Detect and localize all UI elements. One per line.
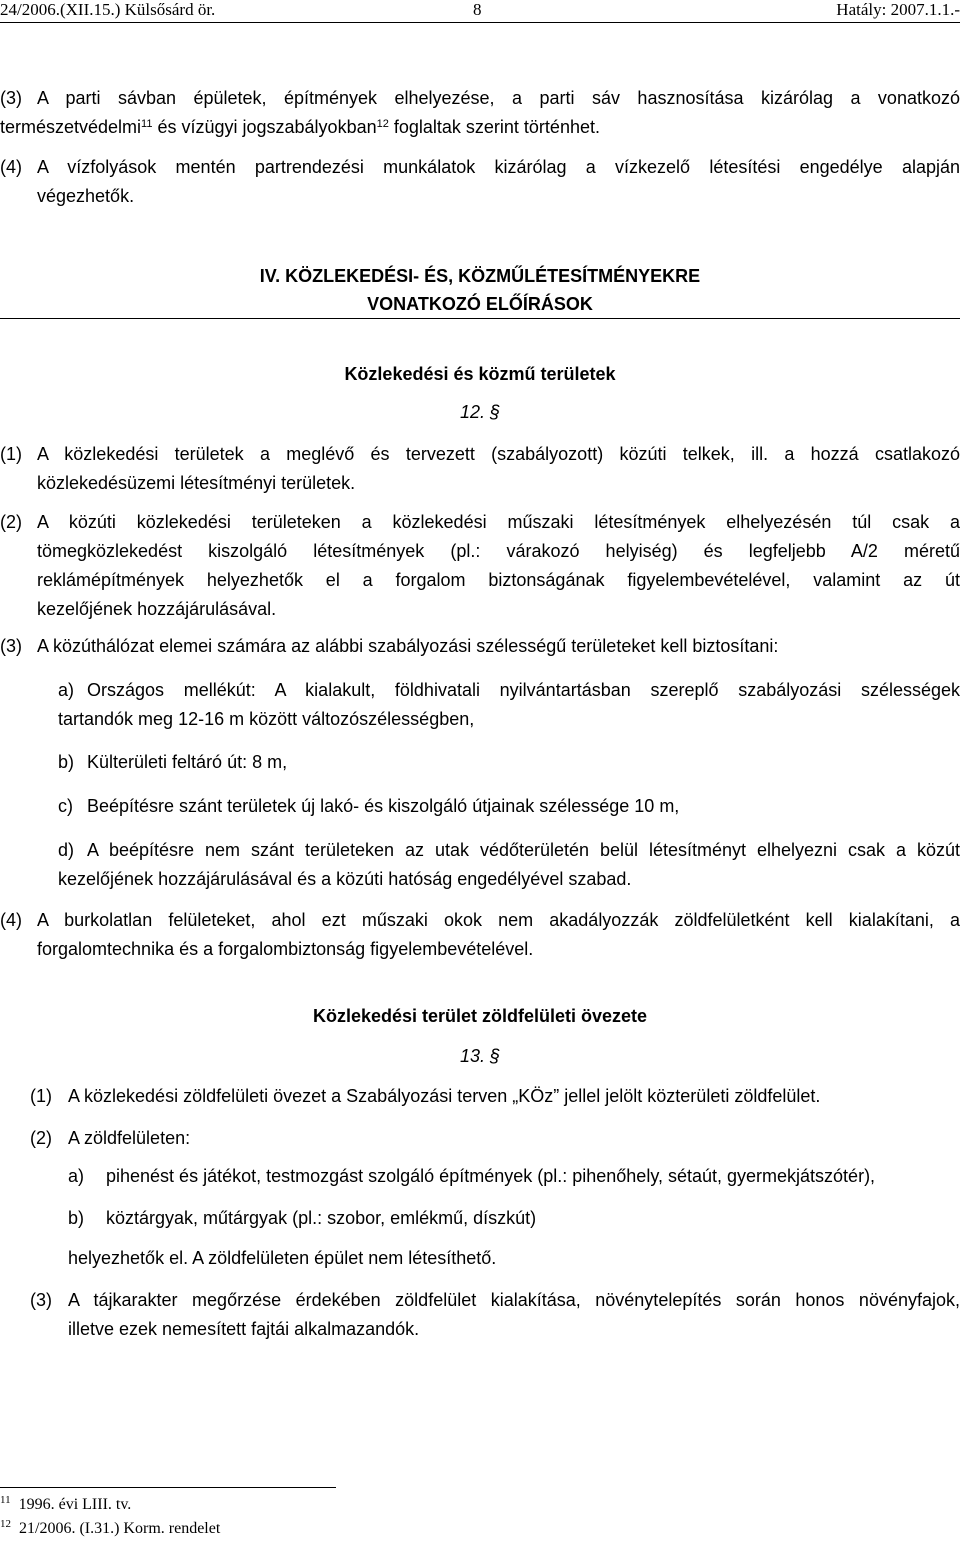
paragraph-line: végezhetők. <box>37 186 135 206</box>
paragraph-line: A tájkarakter megőrzése érdekében zöldfelület kialakítása, növénytelepítés során honos növényfajok, <box>68 1290 960 1310</box>
list-item-letter: b) <box>68 1208 85 1228</box>
paragraph-line: reklámépítmények helyezhetők el a forgalom biztonságának figyelembevételével, valamint az út <box>37 570 960 590</box>
list-item-line: pihenést és játékot, testmozgást szolgáló építmények (pl.: pihenőhely, sétaút, gyermekjátszótér), <box>106 1166 876 1186</box>
paragraph-line: A közúthálózat elemei számára az alábbi szabályozási szélességű területeket kell biztosítani: <box>37 636 779 656</box>
header-effective-date: Hatály: 2007.1.1.- <box>836 0 960 19</box>
paragraph-line: A burkolatlan felületeket, ahol ezt műszaki okok nem akadályozzák zöldfelületként kell kialakítani, a <box>37 910 960 930</box>
list-item-c <box>58 792 960 822</box>
footnote-mark: 12 <box>0 1518 11 1530</box>
paragraph-number: (1) <box>0 444 22 464</box>
footnote-12 <box>0 1520 220 1538</box>
list-item-line: köztárgyak, műtárgyak (pl.: szobor, emlékmű, díszkút) <box>106 1208 537 1228</box>
paragraph-line: közlekedésüzemi létesítményi területek. <box>37 473 356 493</box>
list-item-line: A beépítésre nem szánt területeken az utak védőterületén belül létesítményt elhelyezni csak a közút <box>87 840 960 860</box>
list-item-a <box>68 1162 960 1192</box>
chapter-heading-line: VONATKOZÓ ELŐÍRÁSOK <box>367 294 593 314</box>
paragraph-number: (1) <box>30 1086 52 1106</box>
paragraph-line: A közlekedési zöldfelületi övezet a Szabályozási terven „KÖz” jellel jelölt közterületi zöldfelület. <box>68 1086 821 1106</box>
list-item-letter: a) <box>68 1166 85 1186</box>
list-item-line: Országos mellékút: A kialakult, földhivatali nyilvántartásban szereplő szabályozási szélességek <box>87 680 960 700</box>
page-header <box>0 0 960 23</box>
paragraph-line: A közúti közlekedési területeken a közlekedési műszaki létesítmények elhelyezésén túl csak a <box>37 512 960 532</box>
list-item-a <box>58 676 960 734</box>
list-item-letter: d) <box>58 840 75 860</box>
paragraph-number: (3) <box>0 88 22 108</box>
paragraph-3-riverbank <box>0 84 960 142</box>
paragraph-closing <box>68 1244 960 1274</box>
paragraph-number: (3) <box>30 1290 52 1310</box>
section-13-paragraph-1 <box>0 1082 960 1112</box>
section-13-number: 13. § <box>459 1046 501 1066</box>
paragraph-line: A közlekedési területek a meglévő és tervezett (szabályozott) közúti telkek, ill. a hozzá csatlakozó <box>37 444 960 464</box>
list-item-b <box>68 1204 960 1234</box>
list-item-letter: a) <box>58 680 75 700</box>
footnote-mark: 11 <box>0 1494 11 1506</box>
section-12-paragraph-1 <box>0 440 960 498</box>
list-item-b <box>58 748 960 778</box>
paragraph-number: (2) <box>30 1128 52 1148</box>
list-item-d <box>58 836 960 894</box>
paragraph-4-watercourses <box>0 153 960 211</box>
paragraph-line: illetve ezek nemesített fajtái alkalmazandók. <box>68 1319 420 1339</box>
footnote-ref-11[interactable]: 11 <box>141 118 153 130</box>
paragraph-line: A parti sávban épületek, építmények elhelyezése, a parti sáv hasznosítása kizárólag a vonatkozó <box>37 88 960 108</box>
list-item-line: Beépítésre szánt területek új lakó- és kiszolgáló útjainak szélessége 10 m, <box>87 796 680 816</box>
section-13-paragraph-2 <box>0 1124 960 1154</box>
section-12-title: Közlekedési és közmű területek <box>344 364 616 384</box>
section-12-paragraph-4 <box>0 906 960 964</box>
list-item-line: tartandók meg 12-16 m között változószélességben, <box>58 709 475 729</box>
paragraph-number: (4) <box>0 910 22 930</box>
paragraph-number: (3) <box>0 636 22 656</box>
list-item-line: Külterületi feltáró út: 8 m, <box>87 752 288 772</box>
footnote-11 <box>0 1496 131 1514</box>
chapter-heading-rule <box>0 318 960 319</box>
chapter-heading-line: IV. KÖZLEKEDÉSI- ÉS, KÖZMŰLÉTESÍTMÉNYEKRE <box>259 266 701 286</box>
paragraph-line: A vízfolyások mentén partrendezési munkálatok kizárólag a vízkezelő létesítési engedélye alapján <box>37 157 960 177</box>
paragraph-line: természetvédelmi$^{11}$ és vízügyi jogszabályokban$^{12}$ foglaltak szerint történhet. <box>0 117 600 137</box>
paragraph-line: kezelőjének hozzájárulásával. <box>37 599 277 619</box>
footnote-text: 1996. évi LIII. tv. <box>18 1496 132 1513</box>
paragraph-number: (2) <box>0 512 22 532</box>
section-12-number: 12. § <box>459 402 501 422</box>
list-item-letter: c) <box>58 796 73 816</box>
paragraph-line: helyezhetők el. A zöldfelületen épület nem létesíthető. <box>68 1248 497 1268</box>
section-13-paragraph-3 <box>0 1286 960 1344</box>
section-12-paragraph-3 <box>0 632 960 662</box>
footnote-separator <box>0 1487 336 1488</box>
footnote-text: 21/2006. (I.31.) Korm. rendelet <box>19 1520 221 1537</box>
list-item-line: kezelőjének hozzájárulásával és a közúti hatóság engedélyével szabad. <box>58 869 632 889</box>
paragraph-number: (4) <box>0 157 22 177</box>
section-13-title: Közlekedési terület zöldfelületi övezete <box>312 1006 648 1026</box>
paragraph-line: tömegközlekedést kiszolgáló létesítmények (pl.: várakozó helyiség) és legfeljebb A/2 méretű <box>37 541 960 561</box>
paragraph-line: forgalomtechnika és a forgalombiztonság figyelembevételével. <box>37 939 534 959</box>
header-page-number: 8 <box>473 0 482 19</box>
section-12-paragraph-2 <box>0 508 960 624</box>
list-item-letter: b) <box>58 752 75 772</box>
paragraph-line: A zöldfelületen: <box>68 1128 191 1148</box>
header-document-ref: 24/2006.(XII.15.) Külsősárd ör. <box>0 0 216 19</box>
footnote-ref-12[interactable]: 12 <box>376 118 389 130</box>
